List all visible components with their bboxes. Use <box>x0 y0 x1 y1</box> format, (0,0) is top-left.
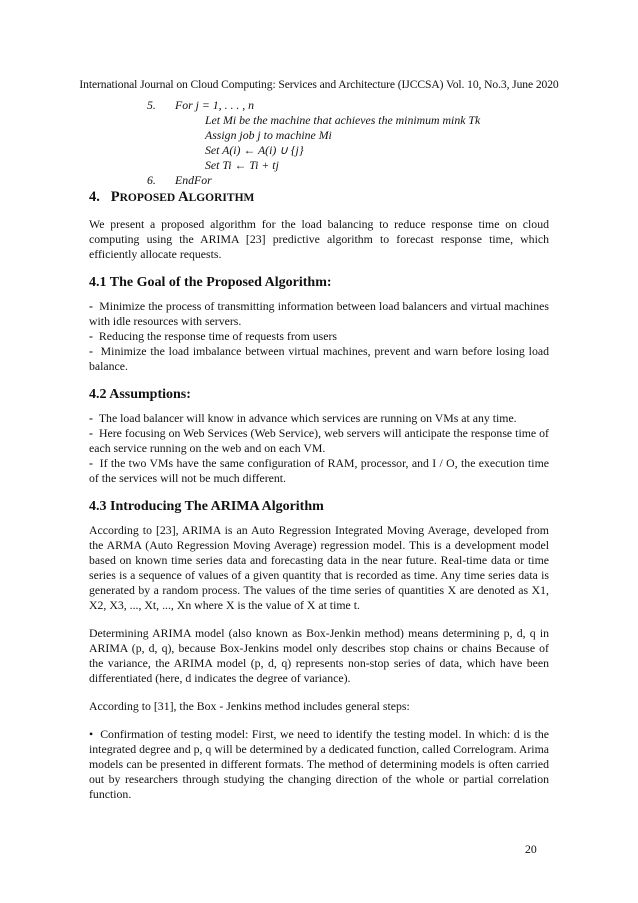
bullet-paragraph <box>89 727 549 802</box>
algo-line-text: Let Mi be the machine that achieves the minimum mink Tk <box>205 113 481 127</box>
goal-item <box>89 299 549 329</box>
running-header: International Journal on Cloud Computing: Services and Architecture (IJCCSA) Vol. 10, No.3, June 2020 <box>79 78 559 91</box>
paragraph-gap <box>89 686 549 699</box>
paragraph-gap <box>89 714 549 727</box>
dash-marker: - <box>89 411 93 425</box>
dash-marker: - <box>89 344 93 358</box>
section-number: 4. <box>89 189 100 205</box>
section-heading <box>89 190 549 206</box>
main-content <box>89 190 549 802</box>
dash-marker: - <box>89 456 93 470</box>
section-title-cap: P <box>110 189 120 205</box>
page-number: 20 <box>525 842 537 856</box>
arima-paragraph: According to [23], ARIMA is an Auto Regression Integrated Moving Average, developed from the ARMA (Auto Regression Moving Average) regression model. This is a development model based on known time series data and forecasting data in the near future. Real-time data or time series is a sequence of values of a given quantity that is recorded as time. Any time series data is generated by a random process. The values of the time series of quantities X are denoted as X1, X2, X3, ..., Xt, ..., Xn where X is the value of X at time t. <box>89 523 549 612</box>
goal-item <box>89 344 549 374</box>
assumption-item-text: Here focusing on Web Services (Web Service), web servers will anticipate the response time of each service running on the web and on each VM. <box>89 426 549 455</box>
dash-marker: - <box>89 426 93 440</box>
bullet-text: Confirmation of testing model: First, we need to identify the testing model. In which: d is the integrated degree and p, q will be determined by a dedicated function, called Correlogram. Arima models can be presented in different formats. The method of determining models is often carried out by researchers through studying the changing direction of the whole or partial correlation function. <box>89 727 549 801</box>
section-intro-paragraph: We present a proposed algorithm for the load balancing to reduce response time on cloud computing using the ARIMA [23] predictive algorithm to forecast response time, which efficiently allocate requests. <box>89 217 549 261</box>
bullet-icon: • <box>89 727 94 741</box>
algo-line-number: 6. <box>147 173 156 187</box>
assumption-item-text: The load balancer will know in advance which services are running on VMs at any time. <box>98 411 517 425</box>
section-title-rest: ROPOSED <box>119 192 179 204</box>
assumption-item <box>89 426 549 456</box>
arima-paragraph: According to [31], the Box - Jenkins method includes general steps: <box>89 699 410 713</box>
assumption-item-text: If the two VMs have the same configuration of RAM, processor, and I / O, the execution time of the services will not be much different. <box>89 456 549 485</box>
subsection-heading-arima: 4.3 Introducing The ARIMA Algorithm <box>89 499 324 514</box>
subsection-heading-assumptions: 4.2 Assumptions: <box>89 387 191 402</box>
algo-line-number: 5. <box>147 98 156 112</box>
algo-line-text: Set Ti ← Ti + tj <box>205 158 279 172</box>
algo-line-text: Assign job j to machine Mi <box>205 128 332 142</box>
section-title-rest: LGORITHM <box>188 192 255 204</box>
section-title-cap: A <box>178 189 189 205</box>
paragraph-gap <box>89 613 549 626</box>
goal-item-text: Reducing the response time of requests from users <box>98 329 338 343</box>
assumption-item <box>89 456 549 486</box>
algo-line-text: For j = 1, . . . , n <box>175 98 255 112</box>
goal-item-text: Minimize the process of transmitting information between load balancers and virtual machines with idle resources with servers. <box>89 299 549 328</box>
algo-line-text: Set A(i) ← A(i) ∪ {j} <box>205 143 304 157</box>
algo-line-text: EndFor <box>175 173 212 187</box>
arima-paragraph: Determining ARIMA model (also known as Box-Jenkin method) means determining p, d, q in ARIMA (p, d, q), because Box-Jenkins model only describes stop chains or chains Because of the variance, the ARIMA model (p, d, q) represents non-stop series of data, which have been differentiated (here, d indicates the degree of variance). <box>89 626 549 685</box>
dash-marker: - <box>89 329 93 343</box>
goal-item <box>89 329 549 344</box>
assumption-item <box>89 411 549 426</box>
goal-item-text: Minimize the load imbalance between virtual machines, prevent and warn before losing load balance. <box>89 344 549 373</box>
dash-marker: - <box>89 299 93 313</box>
subsection-heading-goal: 4.1 The Goal of the Proposed Algorithm: <box>89 275 332 290</box>
